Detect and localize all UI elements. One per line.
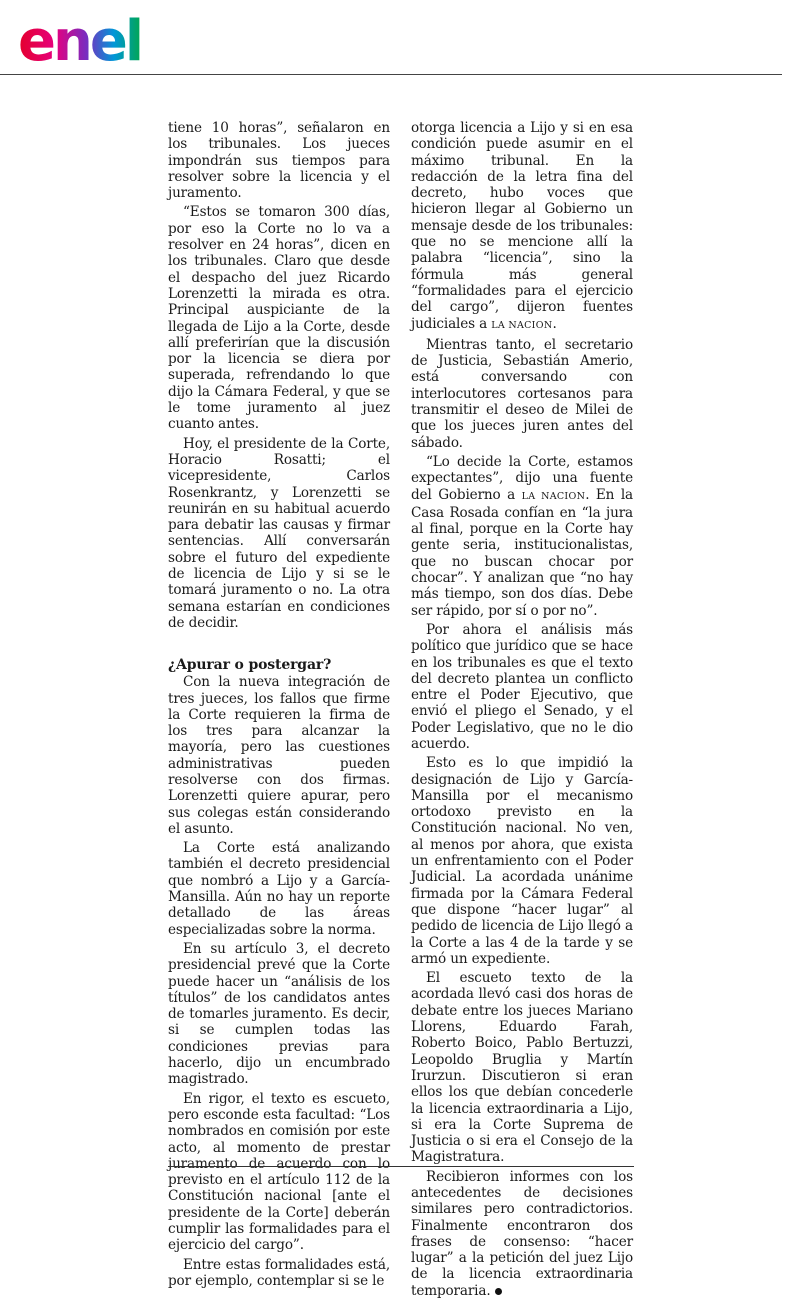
article-paragraph	[168, 674, 390, 837]
article-paragraph	[168, 204, 390, 432]
paragraph-text: Por ahora el análisis más político que jurídico que se hace en los tribunales es que el texto del decreto plantea un conflicto entre el Poder Ejecutivo, que envió el pliego el Senado, y el Poder Legislativo, que no le dio acuerdo.	[411, 621, 633, 752]
article-paragraph	[168, 120, 390, 201]
paragraph-text-continued: .	[552, 315, 557, 332]
enel-logo-text: enel	[18, 9, 142, 68]
article-paragraph	[411, 337, 633, 451]
article-paragraph	[411, 755, 633, 967]
header-rule	[0, 74, 782, 75]
paragraph-text-continued: . En la Casa Rosada confían en “la jura al final, porque en la Corte hay gente seria, institucionalistas, que no buscan chocar por chocar”. Y analizan que “no hay más tiempo, son dos días. Debe ser rápido, por sí o por no”.	[411, 486, 633, 619]
article-paragraph	[411, 1169, 633, 1299]
paragraph-text: Hoy, el presidente de la Corte, Horacio Rosatti; el vicepresidente, Carlos Rosenkrantz, y Lorenzetti se reunirán en su habitual acuerdo para debatir las causas y firmar sentencias. Allí conversarán sobre el futuro del expediente de licencia de Lijo y si se le tomará juramento o no. La otra semana estarían en condiciones de decidir.	[168, 435, 390, 631]
article-paragraph	[411, 454, 633, 619]
article-paragraph	[411, 120, 633, 334]
article-paragraph	[168, 436, 390, 632]
paragraph-text: “Lo decide la Corte, estamos expectantes”, dijo una fuente del Gobierno a	[411, 453, 633, 503]
article-paragraph	[411, 622, 633, 752]
article-column-left	[168, 120, 390, 1292]
enel-logo	[18, 8, 168, 68]
article-paragraph	[168, 840, 390, 938]
paragraph-text: “Estos se tomaron 300 días, por eso la Corte no lo va a resolver en 24 horas”, dicen en los tribunales. Claro que desde el despacho del juez Ricardo Lorenzetti la mirada es otra. Principal auspiciante de la llegada de Lijo a la Corte, desde allí preferirían que la discusión por la licencia se diera por superada, refrendando lo que dijo la Cámara Federal, y que se le tome juramento al juez cuanto antes.	[168, 204, 390, 433]
paragraph-text: Esto es lo que impidió la designación de Lijo y García-Mansilla por el mecanismo ortodoxo previsto en la Constitución nacional. No ven, al menos por ahora, que exista un enfrentamiento con el Poder Judicial. La acordada unánime firmada por la Cámara Federal que dispone “hacer lugar” al pedido de licencia de Lijo llegó a la Corte a las 4 de la tarde y se armó un expediente.	[411, 755, 633, 967]
article-column-right	[411, 120, 633, 1302]
article-paragraph	[168, 1091, 390, 1254]
publication-name: LA NACION	[491, 319, 553, 331]
article-paragraph	[168, 941, 390, 1088]
end-of-article-bullet-icon	[495, 1288, 502, 1295]
article-paragraph	[411, 970, 633, 1166]
publication-name: LA NACION	[521, 490, 586, 502]
paragraph-text: En rigor, el texto es escueto, pero esconde esta facultad: “Los nombrados en comisión por este acto, al momento de prestar juramento de acuerdo con lo previsto en el artículo 112 de la Constitución nacional [ante el presidente de la Corte] deberán cumplir las formalidades para el ejercicio del cargo”.	[168, 1090, 390, 1254]
paragraph-text: tiene 10 horas”, señalaron en los tribunales. Los jueces impondrán sus tiempos para resolver sobre la licencia y el juramento.	[168, 120, 390, 202]
section-heading: ¿Apurar o postergar?	[168, 657, 332, 674]
footer-rule	[168, 1166, 634, 1167]
paragraph-text: La Corte está analizando también el decreto presidencial que nombró a Lijo y a García-Mansilla. Aún no hay un reporte detallado de las áreas especializadas sobre la norma.	[168, 840, 390, 938]
paragraph-text: El escueto texto de la acordada llevó casi dos horas de debate entre los jueces Mariano Llorens, Eduardo Farah, Roberto Boico, Pablo Bertuzzi, Leopoldo Bruglia y Martín Irurzun. Discutieron si eran ellos los que debían concederle la licencia extraordinaria a Lijo, si era la Corte Suprema de Justicia o si era el Consejo de la Magistratura.	[411, 970, 633, 1166]
paragraph-text: En su artículo 3, el decreto presidencial prevé que la Corte puede hacer un “análisis de los títulos” de los candidatos antes de tomarles juramento. Es decir, si se cumplen todas las condiciones previas para hacerlo, dijo un encumbrado magistrado.	[168, 940, 390, 1088]
paragraph-text: Mientras tanto, el secretario de Justicia, Sebastián Amerio, está conversando con interlocutores cortesanos para transmitir el deseo de Milei de que los jueces juren antes del sábado.	[411, 336, 633, 451]
article-paragraph	[168, 1257, 390, 1290]
paragraph-text: otorga licencia a Lijo y si en esa condición puede asumir en el máximo tribunal. En la redacción de la letra fina del decreto, hubo voces que hicieron llegar al Gobierno un mensaje desde de los tribunales: que no se mencione allí la palabra “licencia”, sino la fórmula más general “formalidades para el ejercicio del cargo”, dijeron fuentes judiciales a	[411, 120, 633, 332]
paragraph-text: Con la nueva integración de tres jueces, los fallos que firme la Corte requieren la firma de los tres para alcanzar la mayoría, pero las cuestiones administrativas pueden resolverse con dos firmas. Lorenzetti quiere apurar, pero sus colegas están considerando el asunto.	[168, 674, 390, 837]
paragraph-text: Entre estas formalidades está, por ejemplo, contemplar si se le	[168, 1256, 390, 1289]
paragraph-text: Recibieron informes con los antecedentes de decisiones similares pero contradictorios. Finalmente encontraron dos frases de consenso: “hacer lugar” a la petición del juez Lijo de la licencia extraordinaria temporaria.	[411, 1168, 633, 1299]
